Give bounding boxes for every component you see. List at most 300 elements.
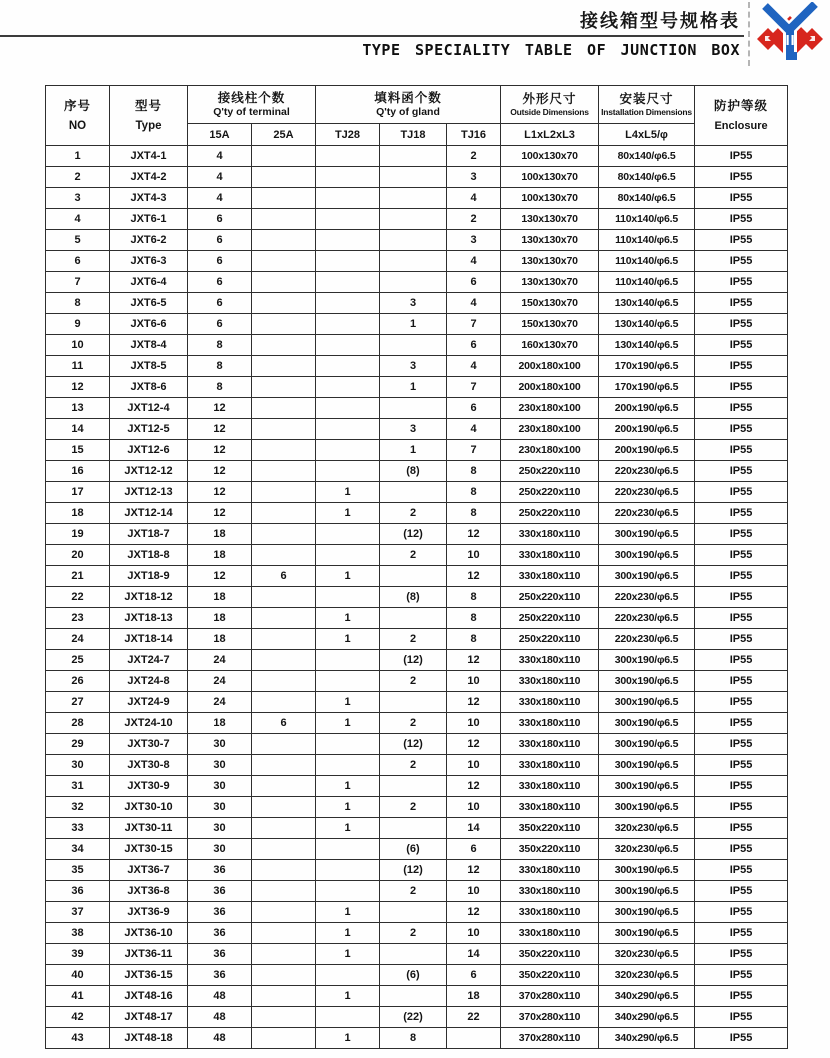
cell-outside-dimensions: 130x130x70 <box>501 209 599 230</box>
cell-type: JXT8-4 <box>110 335 188 356</box>
col-group-terminal-en: Q'ty of terminal <box>213 106 290 118</box>
cell-type: JXT12-4 <box>110 398 188 419</box>
table-row <box>46 335 788 356</box>
cell-enclosure: IP55 <box>695 293 788 314</box>
cell-tj28 <box>316 671 380 692</box>
cell-15a: 6 <box>188 251 252 272</box>
cell-tj16: 7 <box>447 377 501 398</box>
cell-outside-dimensions: 150x130x70 <box>501 293 599 314</box>
cell-no: 31 <box>46 776 110 797</box>
cell-outside-dimensions: 370x280x110 <box>501 1028 599 1049</box>
cell-no: 19 <box>46 524 110 545</box>
cell-outside-dimensions: 330x180x110 <box>501 734 599 755</box>
cell-tj16: 8 <box>447 503 501 524</box>
cell-25a <box>252 545 316 566</box>
cell-enclosure: IP55 <box>695 650 788 671</box>
cell-installation-dimensions: 340x290/φ6.5 <box>599 1028 695 1049</box>
table-row <box>46 314 788 335</box>
table-row <box>46 734 788 755</box>
cell-tj16: 4 <box>447 356 501 377</box>
cell-25a <box>252 335 316 356</box>
cell-no: 21 <box>46 566 110 587</box>
cell-15a: 18 <box>188 629 252 650</box>
col-group-gland <box>316 86 501 124</box>
cell-tj18: 2 <box>380 503 447 524</box>
cell-25a: 6 <box>252 566 316 587</box>
col-header-install-cn: 安装尺寸 <box>619 92 674 106</box>
cell-25a <box>252 755 316 776</box>
cell-tj18 <box>380 146 447 167</box>
cell-tj18: (8) <box>380 461 447 482</box>
col-header-no-en: NO <box>68 120 87 132</box>
cell-enclosure: IP55 <box>695 671 788 692</box>
cell-25a <box>252 1028 316 1049</box>
cell-tj28 <box>316 440 380 461</box>
cell-enclosure: IP55 <box>695 1028 788 1049</box>
cell-installation-dimensions: 320x230/φ6.5 <box>599 965 695 986</box>
cell-installation-dimensions: 300x190/φ6.5 <box>599 566 695 587</box>
table-row <box>46 671 788 692</box>
cell-enclosure: IP55 <box>695 986 788 1007</box>
cell-25a <box>252 377 316 398</box>
cell-tj16: 10 <box>447 881 501 902</box>
cell-type: JXT4-3 <box>110 188 188 209</box>
col-header-type-cn: 型号 <box>134 99 162 113</box>
cell-tj16: 10 <box>447 797 501 818</box>
cell-installation-dimensions: 340x290/φ6.5 <box>599 1007 695 1028</box>
cell-installation-dimensions: 300x190/φ6.5 <box>599 755 695 776</box>
cell-type: JXT6-4 <box>110 272 188 293</box>
cell-tj18: 2 <box>380 923 447 944</box>
cell-tj28: 1 <box>316 503 380 524</box>
cell-tj28: 1 <box>316 692 380 713</box>
cell-tj16: 7 <box>447 440 501 461</box>
cell-15a: 6 <box>188 314 252 335</box>
cell-15a: 18 <box>188 608 252 629</box>
cell-no: 24 <box>46 629 110 650</box>
col-header-tj16: TJ16 <box>447 124 501 146</box>
cell-15a: 8 <box>188 335 252 356</box>
cell-type: JXT30-11 <box>110 818 188 839</box>
cell-type: JXT48-18 <box>110 1028 188 1049</box>
cell-installation-dimensions: 300x190/φ6.5 <box>599 524 695 545</box>
cell-outside-dimensions: 330x180x110 <box>501 902 599 923</box>
col-header-tj18: TJ18 <box>380 124 447 146</box>
cell-15a: 12 <box>188 482 252 503</box>
cell-25a <box>252 482 316 503</box>
cell-type: JXT30-9 <box>110 776 188 797</box>
cell-type: JXT8-5 <box>110 356 188 377</box>
cell-tj28 <box>316 860 380 881</box>
cell-no: 16 <box>46 461 110 482</box>
cell-installation-dimensions: 110x140/φ6.5 <box>599 209 695 230</box>
col-group-terminal-cn: 接线柱个数 <box>217 91 286 105</box>
cell-15a: 4 <box>188 146 252 167</box>
cell-tj18: (6) <box>380 839 447 860</box>
cell-enclosure: IP55 <box>695 461 788 482</box>
cell-tj28 <box>316 881 380 902</box>
cell-15a: 18 <box>188 524 252 545</box>
cell-tj28 <box>316 965 380 986</box>
table-row <box>46 818 788 839</box>
cell-type: JXT4-2 <box>110 167 188 188</box>
cell-type: JXT6-2 <box>110 230 188 251</box>
cell-25a <box>252 1007 316 1028</box>
cell-type: JXT18-7 <box>110 524 188 545</box>
cell-15a: 12 <box>188 503 252 524</box>
table-row <box>46 797 788 818</box>
cell-installation-dimensions: 320x230/φ6.5 <box>599 839 695 860</box>
cell-enclosure: IP55 <box>695 692 788 713</box>
cell-25a <box>252 839 316 860</box>
cell-installation-dimensions: 200x190/φ6.5 <box>599 398 695 419</box>
cell-outside-dimensions: 350x220x110 <box>501 818 599 839</box>
cell-outside-dimensions: 330x180x110 <box>501 545 599 566</box>
cell-tj18: (6) <box>380 965 447 986</box>
table-row <box>46 272 788 293</box>
cell-15a: 12 <box>188 419 252 440</box>
cell-15a: 18 <box>188 713 252 734</box>
cell-tj16: 4 <box>447 419 501 440</box>
cell-25a <box>252 440 316 461</box>
cell-tj18 <box>380 692 447 713</box>
cell-tj28: 1 <box>316 776 380 797</box>
col-header-installation-dimensions <box>599 86 695 124</box>
cell-tj18 <box>380 482 447 503</box>
cell-25a <box>252 818 316 839</box>
cell-installation-dimensions: 300x190/φ6.5 <box>599 797 695 818</box>
table-row <box>46 440 788 461</box>
cell-enclosure: IP55 <box>695 881 788 902</box>
cell-25a <box>252 587 316 608</box>
cell-tj16: 6 <box>447 839 501 860</box>
table-row <box>46 419 788 440</box>
cell-enclosure: IP55 <box>695 713 788 734</box>
cell-tj18: (12) <box>380 860 447 881</box>
table-row <box>46 776 788 797</box>
table-row <box>46 566 788 587</box>
cell-tj16: 6 <box>447 335 501 356</box>
cell-tj16: 14 <box>447 818 501 839</box>
cell-15a: 18 <box>188 545 252 566</box>
cell-tj28: 1 <box>316 608 380 629</box>
cell-tj18: 3 <box>380 293 447 314</box>
cell-tj28 <box>316 377 380 398</box>
table-row <box>46 1028 788 1049</box>
cell-enclosure: IP55 <box>695 776 788 797</box>
cell-type: JXT30-10 <box>110 797 188 818</box>
cell-no: 35 <box>46 860 110 881</box>
cell-enclosure: IP55 <box>695 230 788 251</box>
cell-15a: 48 <box>188 986 252 1007</box>
cell-15a: 30 <box>188 776 252 797</box>
cell-tj28 <box>316 356 380 377</box>
cell-tj16: 12 <box>447 734 501 755</box>
cell-no: 33 <box>46 818 110 839</box>
cell-25a <box>252 167 316 188</box>
cell-installation-dimensions: 130x140/φ6.5 <box>599 335 695 356</box>
cell-25a <box>252 230 316 251</box>
cell-installation-dimensions: 200x190/φ6.5 <box>599 440 695 461</box>
cell-enclosure: IP55 <box>695 566 788 587</box>
cell-outside-dimensions: 330x180x110 <box>501 713 599 734</box>
cell-enclosure: IP55 <box>695 587 788 608</box>
cell-outside-dimensions: 350x220x110 <box>501 965 599 986</box>
cell-outside-dimensions: 330x180x110 <box>501 755 599 776</box>
cell-tj18 <box>380 608 447 629</box>
cell-tj16: 12 <box>447 650 501 671</box>
cell-tj16: 2 <box>447 209 501 230</box>
cell-no: 3 <box>46 188 110 209</box>
table-row <box>46 398 788 419</box>
cell-15a: 4 <box>188 167 252 188</box>
cell-enclosure: IP55 <box>695 377 788 398</box>
cell-type: JXT36-15 <box>110 965 188 986</box>
cell-tj28 <box>316 272 380 293</box>
table-row <box>46 1007 788 1028</box>
cell-15a: 24 <box>188 650 252 671</box>
cell-tj18 <box>380 251 447 272</box>
cell-installation-dimensions: 300x190/φ6.5 <box>599 776 695 797</box>
cell-outside-dimensions: 330x180x110 <box>501 776 599 797</box>
cell-25a <box>252 209 316 230</box>
cell-tj16: 8 <box>447 608 501 629</box>
cell-type: JXT24-7 <box>110 650 188 671</box>
cell-tj16: 22 <box>447 1007 501 1028</box>
cell-tj18: (8) <box>380 587 447 608</box>
cell-enclosure: IP55 <box>695 188 788 209</box>
cell-no: 1 <box>46 146 110 167</box>
cell-tj18: 3 <box>380 419 447 440</box>
cell-enclosure: IP55 <box>695 545 788 566</box>
cell-tj18 <box>380 902 447 923</box>
cell-25a <box>252 860 316 881</box>
cell-installation-dimensions: 220x230/φ6.5 <box>599 587 695 608</box>
cell-tj28 <box>316 335 380 356</box>
cell-15a: 18 <box>188 587 252 608</box>
cell-no: 27 <box>46 692 110 713</box>
cell-25a <box>252 272 316 293</box>
cell-installation-dimensions: 130x140/φ6.5 <box>599 293 695 314</box>
cell-type: JXT6-5 <box>110 293 188 314</box>
cell-15a: 4 <box>188 188 252 209</box>
cell-no: 4 <box>46 209 110 230</box>
cell-25a <box>252 398 316 419</box>
cell-tj16: 3 <box>447 230 501 251</box>
cell-tj18 <box>380 230 447 251</box>
junction-box-spec-table <box>45 85 788 1049</box>
table-row <box>46 755 788 776</box>
cell-tj16: 4 <box>447 251 501 272</box>
cell-25a <box>252 797 316 818</box>
cell-installation-dimensions: 300x190/φ6.5 <box>599 734 695 755</box>
cell-no: 20 <box>46 545 110 566</box>
cell-no: 14 <box>46 419 110 440</box>
cell-25a <box>252 986 316 1007</box>
cell-enclosure: IP55 <box>695 335 788 356</box>
col-header-enclosure-cn: 防护等级 <box>714 99 769 113</box>
cell-outside-dimensions: 330x180x110 <box>501 923 599 944</box>
cell-25a <box>252 881 316 902</box>
table-row <box>46 881 788 902</box>
cell-outside-dimensions: 330x180x110 <box>501 671 599 692</box>
cell-25a <box>252 776 316 797</box>
cell-tj18: (12) <box>380 524 447 545</box>
cell-installation-dimensions: 110x140/φ6.5 <box>599 272 695 293</box>
cell-tj18 <box>380 272 447 293</box>
cell-tj28 <box>316 293 380 314</box>
cell-installation-dimensions: 80x140/φ6.5 <box>599 188 695 209</box>
cell-tj28 <box>316 545 380 566</box>
cell-25a <box>252 965 316 986</box>
table-row <box>46 650 788 671</box>
cell-installation-dimensions: 220x230/φ6.5 <box>599 503 695 524</box>
cell-tj18 <box>380 986 447 1007</box>
cell-25a <box>252 902 316 923</box>
cell-type: JXT36-11 <box>110 944 188 965</box>
cell-installation-dimensions: 170x190/φ6.5 <box>599 377 695 398</box>
cell-enclosure: IP55 <box>695 251 788 272</box>
cell-enclosure: IP55 <box>695 356 788 377</box>
cell-no: 22 <box>46 587 110 608</box>
cell-outside-dimensions: 230x180x100 <box>501 398 599 419</box>
cell-type: JXT6-6 <box>110 314 188 335</box>
cell-tj28: 1 <box>316 797 380 818</box>
col-header-enclosure-en: Enclosure <box>714 120 768 132</box>
cell-type: JXT6-1 <box>110 209 188 230</box>
cell-type: JXT12-14 <box>110 503 188 524</box>
cell-outside-dimensions: 230x180x100 <box>501 440 599 461</box>
cell-outside-dimensions: 250x220x110 <box>501 587 599 608</box>
cell-tj16: 6 <box>447 398 501 419</box>
cell-no: 15 <box>46 440 110 461</box>
cell-tj28 <box>316 209 380 230</box>
logo-divider <box>748 2 750 66</box>
cell-tj28 <box>316 146 380 167</box>
cell-type: JXT36-9 <box>110 902 188 923</box>
cell-15a: 30 <box>188 755 252 776</box>
cell-no: 26 <box>46 671 110 692</box>
table-row <box>46 587 788 608</box>
table-row <box>46 251 788 272</box>
cell-15a: 30 <box>188 818 252 839</box>
table-row <box>46 377 788 398</box>
cell-installation-dimensions: 220x230/φ6.5 <box>599 608 695 629</box>
cell-outside-dimensions: 250x220x110 <box>501 629 599 650</box>
cell-enclosure: IP55 <box>695 419 788 440</box>
cell-type: JXT30-15 <box>110 839 188 860</box>
cell-installation-dimensions: 110x140/φ6.5 <box>599 251 695 272</box>
cell-25a <box>252 146 316 167</box>
cell-outside-dimensions: 330x180x110 <box>501 566 599 587</box>
cell-outside-dimensions: 230x180x100 <box>501 419 599 440</box>
cell-25a <box>252 692 316 713</box>
col-header-l4l5: L4xL5/φ <box>599 124 695 146</box>
cell-tj16: 12 <box>447 860 501 881</box>
cell-25a <box>252 461 316 482</box>
cell-no: 17 <box>46 482 110 503</box>
cell-tj18: 2 <box>380 671 447 692</box>
cell-no: 12 <box>46 377 110 398</box>
cell-no: 37 <box>46 902 110 923</box>
cell-tj28: 1 <box>316 818 380 839</box>
cell-tj28: 1 <box>316 986 380 1007</box>
cell-tj16: 10 <box>447 671 501 692</box>
cell-tj18: 1 <box>380 440 447 461</box>
cell-enclosure: IP55 <box>695 923 788 944</box>
cell-installation-dimensions: 300x190/φ6.5 <box>599 923 695 944</box>
cell-tj28 <box>316 734 380 755</box>
cell-tj28 <box>316 839 380 860</box>
col-header-15a: 15A <box>188 124 252 146</box>
cell-15a: 36 <box>188 944 252 965</box>
cell-tj18: 8 <box>380 1028 447 1049</box>
cell-enclosure: IP55 <box>695 755 788 776</box>
cell-enclosure: IP55 <box>695 797 788 818</box>
cell-installation-dimensions: 300x190/φ6.5 <box>599 902 695 923</box>
cell-tj28 <box>316 230 380 251</box>
cell-installation-dimensions: 300x190/φ6.5 <box>599 860 695 881</box>
cell-outside-dimensions: 100x130x70 <box>501 167 599 188</box>
cell-type: JXT18-8 <box>110 545 188 566</box>
cell-tj16: 12 <box>447 566 501 587</box>
cell-tj28 <box>316 650 380 671</box>
cell-enclosure: IP55 <box>695 272 788 293</box>
title-divider <box>0 35 744 37</box>
cell-type: JXT24-9 <box>110 692 188 713</box>
cell-no: 41 <box>46 986 110 1007</box>
cell-type: JXT18-12 <box>110 587 188 608</box>
col-group-gland-cn: 填料函个数 <box>374 91 442 105</box>
cell-25a <box>252 188 316 209</box>
cell-tj16: 14 <box>447 944 501 965</box>
cell-type: JXT18-13 <box>110 608 188 629</box>
cell-installation-dimensions: 320x230/φ6.5 <box>599 818 695 839</box>
cell-outside-dimensions: 250x220x110 <box>501 608 599 629</box>
col-header-no <box>46 86 110 146</box>
cell-25a <box>252 608 316 629</box>
cell-15a: 36 <box>188 902 252 923</box>
cell-tj16: 8 <box>447 482 501 503</box>
cell-25a <box>252 650 316 671</box>
cell-type: JXT6-3 <box>110 251 188 272</box>
cell-tj28: 1 <box>316 566 380 587</box>
cell-tj28 <box>316 461 380 482</box>
cell-outside-dimensions: 200x180x100 <box>501 377 599 398</box>
cell-type: JXT24-8 <box>110 671 188 692</box>
cell-tj18 <box>380 818 447 839</box>
cell-no: 2 <box>46 167 110 188</box>
cell-15a: 24 <box>188 692 252 713</box>
table-row <box>46 839 788 860</box>
cell-tj16: 12 <box>447 902 501 923</box>
cell-15a: 36 <box>188 923 252 944</box>
cell-tj18 <box>380 944 447 965</box>
cell-tj18 <box>380 776 447 797</box>
cell-installation-dimensions: 300x190/φ6.5 <box>599 650 695 671</box>
table-row <box>46 965 788 986</box>
cell-tj28 <box>316 419 380 440</box>
cell-tj18: 2 <box>380 545 447 566</box>
page-title-english: TYPE SPECIALITY TABLE OF JUNCTION BOX <box>362 41 740 59</box>
cell-tj28: 1 <box>316 482 380 503</box>
cell-installation-dimensions: 300x190/φ6.5 <box>599 713 695 734</box>
cell-type: JXT12-13 <box>110 482 188 503</box>
brand-logo-icon <box>756 2 824 66</box>
cell-15a: 12 <box>188 440 252 461</box>
cell-outside-dimensions: 250x220x110 <box>501 503 599 524</box>
col-header-outside-dimensions <box>501 86 599 124</box>
